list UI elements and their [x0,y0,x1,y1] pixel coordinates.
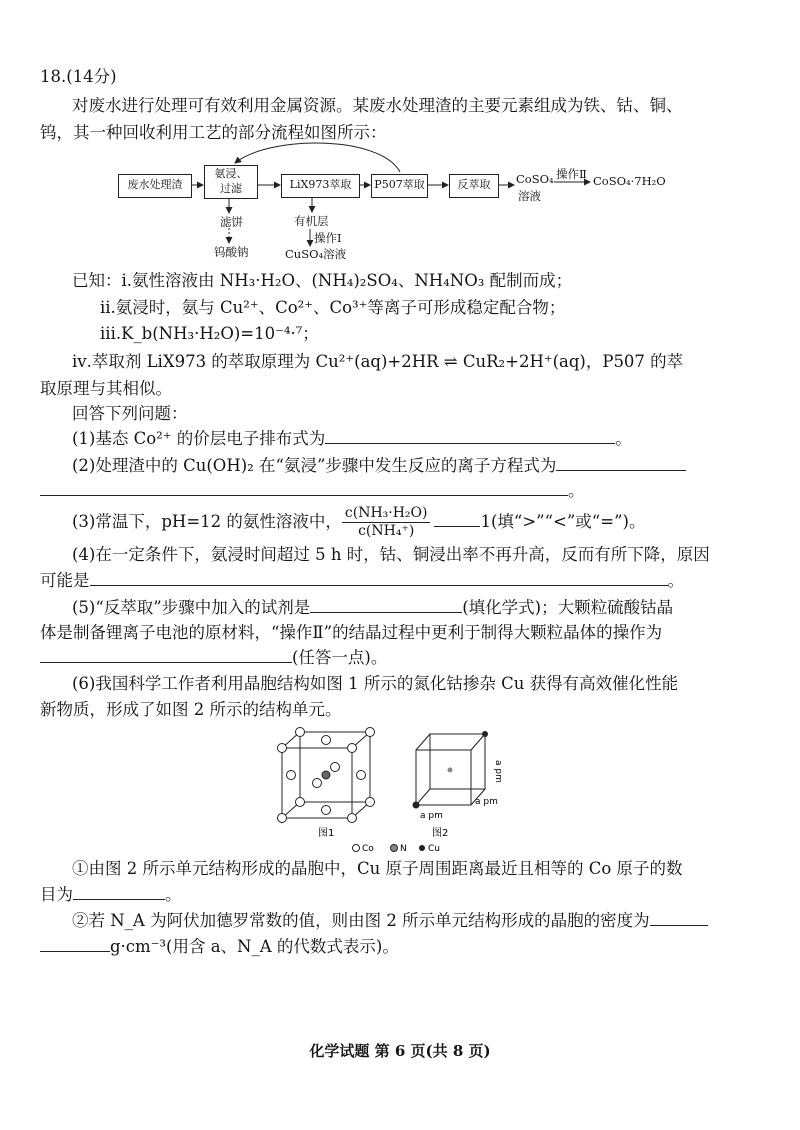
known-iii: ⅲ.K_b(NH₃·H₂O)=10⁻⁴·⁷； [100,324,319,343]
q5-line-3 [40,647,387,669]
q6b-line-1 [72,910,708,932]
known-iv-line-2: 取原理与其相似。 [40,379,172,398]
box-waste-residue: 废水处理渣 [118,174,192,198]
q2-answer-blank-2[interactable] [40,480,568,496]
product-coso4: CoSO₄ [516,172,554,186]
page-footer: 化学试题 第 6 页(共 8 页) [309,1042,491,1060]
q6a-answer-blank[interactable] [73,884,165,900]
q6a-line-2 [40,884,182,906]
q6b-text-2: g·cm⁻³(用含 a、N_A 的代数式表示)。 [110,937,399,956]
q6-line-2: 新物质，形成了如图 2 所示的结构单元。 [40,700,342,719]
q6-line-1: (6)我国科学工作者利用晶胞结构如图 1 所示的氮化钴掺杂 Cu 获得有高效催化性能 [72,674,679,693]
sodium-tungstate-label: 钨酸钠 [214,245,249,259]
q2-answer-blank-1[interactable] [556,455,686,471]
intro-line-1: 对废水进行处理可有效利用金属资源。某废水处理渣的主要元素组成为铁、钴、铜、 [72,96,683,115]
box-ammonia-leach [204,165,258,199]
filter-cake-label: 滤饼 [220,215,243,229]
q1-end: 。 [615,429,632,448]
box-lix973-extraction: LiX973萃取 [281,174,360,198]
figure-2-n-atom [448,768,453,773]
q4-line-1: (4)在一定条件下，氨浸时间超过 5 h 时，钴、铜浸出率不再升高，反而有所下降，原因 [72,545,710,564]
q3-answer-blank[interactable] [434,511,480,527]
q6a-text: 目为 [40,885,73,904]
cuso4-solution-label: CuSO₄溶液 [285,247,347,261]
box-back-extraction: 反萃取 [449,174,499,198]
legend-co-icon [353,845,360,852]
q6a-end: 。 [165,885,182,904]
legend-n-icon [391,845,398,852]
figure-2-depth-label: a pm [475,797,498,807]
figure-2-co-atom [482,731,488,737]
q6b-answer-blank-2[interactable] [40,936,110,952]
q1-text: (1)基态 Co²⁺ 的价层电子排布式为 [72,429,326,448]
q5-text: (5)“反萃取”步骤中加入的试剂是 [72,598,311,617]
box-p507-extraction: P507萃取 [371,174,428,198]
product-coso4-hydrate: CoSO₄·7H₂O [593,174,666,188]
q5-end: (任答一点)。 [292,648,388,667]
figure-2-cu-atom [413,802,420,809]
q3 [72,503,645,541]
q6b-text: ②若 N_A 为阿伏加德罗常数的值，则由图 2 所示单元结构形成的晶胞的密度为 [72,911,650,930]
legend [353,844,441,852]
figure-1-label: 图1 [318,828,335,839]
legend-cu-label: Cu [428,844,440,852]
legend-cu-icon [419,845,425,851]
q3-denominator: c(NH₄⁺) [358,523,415,539]
legend-n-label: N [400,844,407,852]
q4-text: 可能是 [40,571,90,590]
q5-line-2: 体是制备锂离子电池的原材料，“操作Ⅱ”的结晶过程中更利于制得大颗粒晶体的操作为 [40,623,663,642]
figure-2-height-label: a pm [493,760,503,783]
q6b-answer-blank-1[interactable] [650,910,708,926]
q5-text-b: (填化学式)；大颗粒硫酸钴晶 [462,598,674,617]
q2-end: 。 [568,481,585,500]
q2-line-2 [40,480,585,502]
answer-prompt: 回答下列问题： [72,404,188,423]
q1-answer-blank[interactable] [325,428,615,444]
product-coso4-solution: 溶液 [518,189,541,203]
legend-co-label: Co [362,844,374,852]
operation-1-label: 操作Ⅰ [314,231,342,245]
q4-answer-blank[interactable] [90,570,668,586]
known-i: 已知：ⅰ.氨性溶液由 NH₃·H₂O、(NH₄)₂SO₄、NH₄NO₃ 配制而成； [72,271,573,290]
q2-text: (2)处理渣中的 Cu(OH)₂ 在“氨浸”步骤中发生反应的离子方程式为 [72,456,557,475]
crystal-figures [270,722,530,852]
intro-line-2: 钨，其一种回收利用工艺的部分流程如图所示： [40,123,387,142]
recycle-arrow [235,143,400,172]
q4-line-2 [40,570,684,592]
q2 [72,455,686,477]
known-iv-line-1: ⅳ.萃取剂 LiX973 的萃取原理为 Cu²⁺(aq)+2HR ⇌ CuR₂+2H⁺(aq)，P507 的萃 [72,352,684,371]
q5-line-1 [72,597,673,619]
q3-tail: 1(填“>”“<”或“=”)。 [480,512,646,531]
q3-numerator: c(NH₃·H₂O) [342,505,431,523]
figure-2-width-label: a pm [420,811,443,821]
box-ammonia-leach-line2: 过滤 [220,182,242,195]
organic-layer-label: 有机层 [294,214,329,228]
q5-reagent-blank[interactable] [310,597,462,613]
q5-operation-blank[interactable] [40,647,292,663]
box-ammonia-leach-line1: 氨浸、 [214,167,248,180]
q6b-line-2 [40,936,399,958]
question-header: 18.(14分) [40,67,117,86]
known-ii: ⅱ.氨浸时，氨与 Cu²⁺、Co²⁺、Co³⁺等离子可形成稳定配合物； [100,298,566,317]
figure-1-n-atom [322,771,330,779]
q3-fraction [342,505,431,540]
flowchart-arrows [0,0,800,270]
operation-2-label: 操作Ⅱ [556,167,587,181]
q6a-line-1: ①由图 2 所示单元结构形成的晶胞中，Cu 原子周围距离最近且相等的 Co 原子的数 [72,859,683,878]
q1 [72,428,632,450]
q3-text: (3)常温下，pH=12 的氨性溶液中， [72,512,342,531]
figure-2-label: 图2 [432,828,449,839]
q4-end: 。 [667,571,684,590]
